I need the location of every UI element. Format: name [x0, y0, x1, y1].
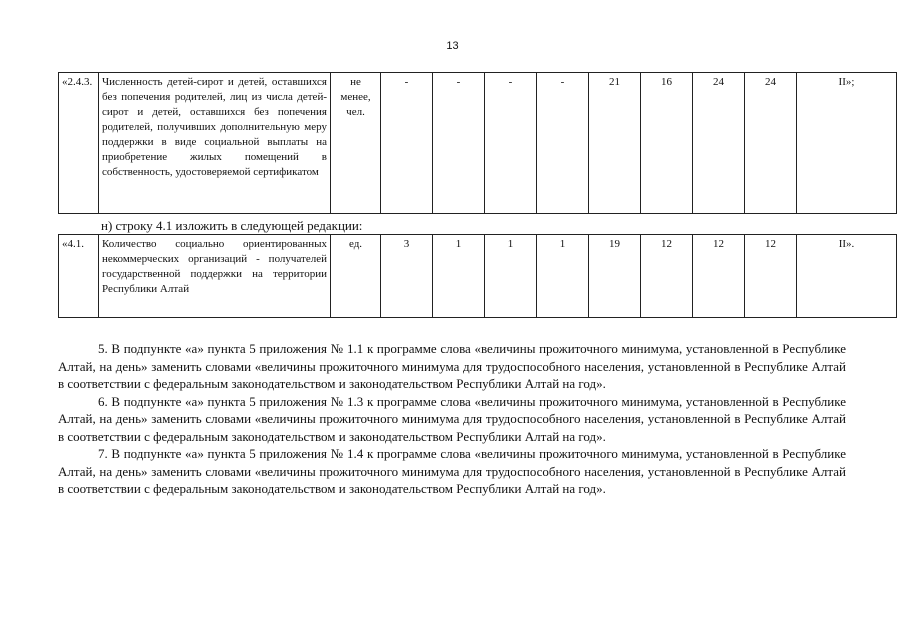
value-cell: 19 [589, 235, 641, 318]
value-cell: 24 [745, 73, 797, 214]
value-cell: 1 [537, 235, 589, 318]
value-cell: - [433, 73, 485, 214]
unit-cell: ед. [331, 235, 381, 318]
value-cell: 24 [693, 73, 745, 214]
row-code: «4.1. [59, 235, 99, 318]
unit-cell: не менее, чел. [331, 73, 381, 214]
indicator-name: Численность детей-сирот и детей, оставшихся без попечения родителей, лиц из числа детей-сирот и детей, оставшихся без попечения родителей, получивших дополнительную меру поддержки в виде социальной выплаты на приобретение жилых помещений в собственность, удостоверяемой сертификатом [99, 73, 331, 214]
indicator-table-row-2-4-3 [58, 72, 897, 214]
paragraph-6: 6. В подпункте «а» пункта 5 приложения № 1.3 к программе слова «величины прожиточного минимума, установленной в Республике Алтай, на день» заменить словами «величины прожиточного минимума для трудоспособного населения, установленной в Республике Алтай в соответствии с федеральным законодательством и законодательством Республики Алтай на год». [58, 393, 846, 444]
value-cell: 12 [693, 235, 745, 318]
value-cell: - [381, 73, 433, 214]
value-cell: 16 [641, 73, 693, 214]
value-cell: 12 [641, 235, 693, 318]
page-number: 13 [446, 40, 459, 52]
value-cell: - [537, 73, 589, 214]
table-row [59, 73, 897, 214]
indicator-name: Количество социально ориентированных некоммерческих организаций - получателей государственной поддержки на территории Республики Алтай [99, 235, 331, 318]
level-cell: II». [797, 235, 897, 318]
indicator-table-row-4-1 [58, 234, 897, 318]
paragraph-5: 5. В подпункте «а» пункта 5 приложения № 1.1 к программе слова «величины прожиточного минимума, установленной в Республике Алтай, на день» заменить словами «величины прожиточного минимума для трудоспособного населения, установленной в Республике Алтай в соответствии с федеральным законодательством и законодательством Республики Алтай на год». [58, 341, 846, 391]
table-row [59, 235, 897, 318]
value-cell: 12 [745, 235, 797, 318]
row-code: «2.4.3. [59, 73, 99, 214]
value-cell: 1 [433, 235, 485, 318]
amendment-line: н) строку 4.1 изложить в следующей редакции: [101, 218, 363, 233]
value-cell: 1 [485, 235, 537, 318]
value-cell: - [485, 73, 537, 214]
value-cell: 21 [589, 73, 641, 214]
body-text [58, 340, 846, 498]
level-cell: II»; [797, 73, 897, 214]
value-cell: 3 [381, 235, 433, 318]
paragraph-7: 7. В подпункте «а» пункта 5 приложения № 1.4 к программе слова «величины прожиточного минимума, установленной в Республике Алтай, на день» заменить словами «величины прожиточного минимума для трудоспособного населения, установленной в Республике Алтай в соответствии с федеральным законодательством и законодательством Республики Алтай на год». [58, 446, 846, 496]
